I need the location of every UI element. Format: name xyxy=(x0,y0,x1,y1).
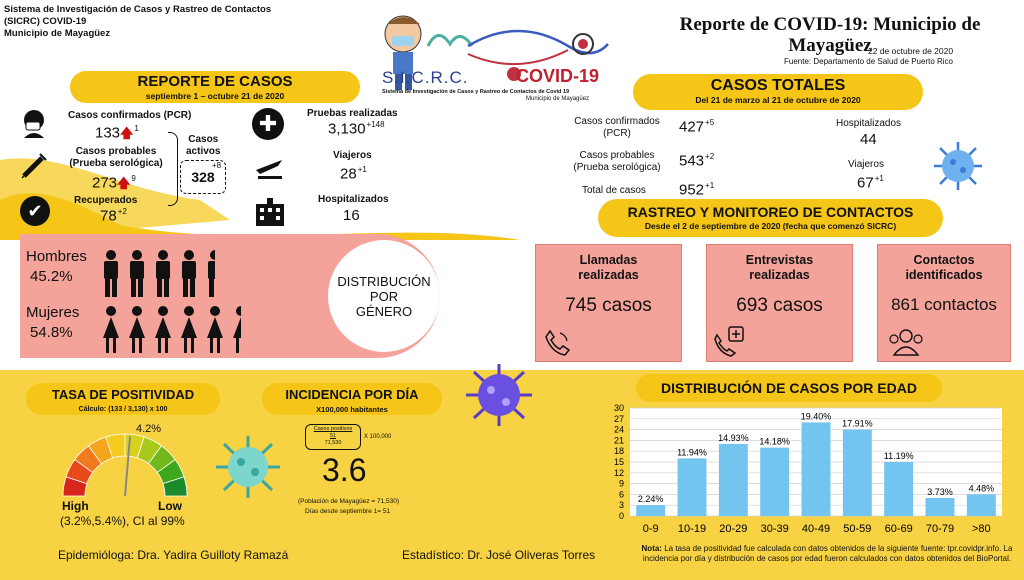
frac-top: Casos positivos xyxy=(313,426,353,432)
medical-phone-icon xyxy=(713,325,747,362)
tot-hosp-label: Hospitalizados xyxy=(836,118,902,129)
medical-cross-icon: ✚ xyxy=(252,108,284,140)
casos-totales-subtitle: Del 21 de marzo al 21 de octubre de 2020 xyxy=(695,95,861,105)
positivity-gauge xyxy=(60,428,190,505)
hombres-value: 45.2% xyxy=(30,268,73,285)
people-icon xyxy=(886,327,926,362)
bar-50-59 xyxy=(843,430,872,516)
man-figure-icon xyxy=(204,250,215,298)
x-tick-label: 10-19 xyxy=(677,523,707,535)
epidemiologa-credit: Epidemióloga: Dra. Yadira Guilloty Ramazá xyxy=(58,548,289,562)
y-tick-label: 6 xyxy=(618,489,624,500)
bar-30-39 xyxy=(760,448,789,516)
pruebas-label: Pruebas realizadas xyxy=(307,108,398,119)
y-tick-label: 18 xyxy=(613,446,624,457)
entrevistas-card xyxy=(706,244,853,362)
positividad-ci: (3.2%,5.4%), CI al 99% xyxy=(60,514,185,528)
confirmados-label: Casos confirmados (PCR) xyxy=(68,110,192,121)
mujeres-label: Mujeres xyxy=(26,304,80,321)
bar-40-49 xyxy=(802,422,831,516)
distribucion-circle xyxy=(328,240,440,352)
bar-20-29 xyxy=(719,444,748,516)
y-tick-label: 0 xyxy=(618,511,624,521)
card-title-2: realizadas xyxy=(578,268,639,282)
phone-icon xyxy=(542,327,572,362)
dist-line-3: GÉNERO xyxy=(355,304,413,319)
incidencia-subtitle: X100,000 habitantes xyxy=(316,405,388,414)
tot-confirmados-delta: +5 xyxy=(705,118,715,127)
men-pictogram xyxy=(100,250,220,298)
system-name: Sistema de Investigación de Casos y Rastreo de Contactos xyxy=(4,4,272,15)
casos-totales-title: CASOS TOTALES xyxy=(710,77,846,94)
data-label: 11.19% xyxy=(883,451,914,461)
y-tick-label: 15 xyxy=(613,457,624,467)
probables-delta: 9 xyxy=(131,174,136,183)
tot-confirmados-label-2: (PCR) xyxy=(603,128,631,139)
women-pictogram xyxy=(100,306,242,354)
data-label: 3.73% xyxy=(927,487,953,497)
incidencia-poblacion: (Población de Mayagüez = 71,530) xyxy=(298,498,399,505)
woman-figure-icon xyxy=(100,306,122,354)
woman-figure-icon xyxy=(230,306,241,354)
card-title-1: Contactos xyxy=(913,253,975,267)
card-title-1: Entrevistas xyxy=(745,253,814,267)
recuperados-delta: +2 xyxy=(117,207,127,216)
rastreo-header xyxy=(598,199,943,237)
card-value: 693 casos xyxy=(736,295,823,316)
mask-person-icon xyxy=(20,108,48,143)
x-tick-label: 50-59 xyxy=(843,523,872,535)
data-label: 14.18% xyxy=(759,436,790,447)
llamadas-card xyxy=(535,244,682,362)
data-label: 4.48% xyxy=(968,483,995,494)
tot-confirmados-value: 427 xyxy=(679,118,705,136)
airplane-icon xyxy=(254,152,284,187)
nota-body: La tasa de positividad fue calculada con datos obtenidos de la siguiente fuente: tpr.covidpr.info. La incidencia por día y distribución de casos por edad fueron calculados con datos obtenidos del BioPortal. xyxy=(642,544,1013,563)
report-date: 22 de octubre de 2020 xyxy=(868,46,954,56)
activos-label-1: Casos xyxy=(188,134,219,145)
y-tick-label: 24 xyxy=(613,424,624,435)
contactos-card xyxy=(877,244,1011,362)
rastreo-subtitle: Desde el 2 de septiembre de 2020 (fecha que comenzó SICRC) xyxy=(644,221,897,231)
y-tick-label: 21 xyxy=(613,435,624,446)
tot-total-value: 952 xyxy=(679,181,705,199)
reporte-casos-subtitle: septiembre 1 – octubre 21 de 2020 xyxy=(145,91,285,101)
man-figure-icon xyxy=(178,250,200,298)
incidencia-value: 3.6 xyxy=(322,452,367,488)
logo-covid: COVID-19 xyxy=(516,66,600,86)
positividad-value: 4.2% xyxy=(136,423,162,435)
card-title-1: Llamadas xyxy=(579,253,638,267)
tot-total-delta: +1 xyxy=(705,181,715,190)
tot-probables-label-2: (Prueba serológica) xyxy=(573,162,661,173)
frac-den: 71,530 xyxy=(324,440,342,446)
probables-label-1: Casos probables xyxy=(75,146,157,157)
gauge-high-label: High xyxy=(62,499,89,513)
logo-subtitle: Sistema de Investigación de Casos y Rastreo de Contactos de Covid 19 xyxy=(382,89,570,95)
sicrc-logo xyxy=(368,6,618,104)
woman-figure-icon xyxy=(178,306,200,354)
x-tick-label: 40-49 xyxy=(801,523,831,535)
tot-probables-delta: +2 xyxy=(705,152,715,161)
data-label: 17.91% xyxy=(842,418,873,429)
mujeres-value: 54.8% xyxy=(30,324,73,341)
data-label: 2.24% xyxy=(637,494,664,505)
card-value: 745 casos xyxy=(565,295,652,316)
woman-figure-icon xyxy=(204,306,226,354)
x-tick-label: 70-79 xyxy=(925,523,955,535)
man-figure-icon xyxy=(100,250,122,298)
woman-figure-icon xyxy=(152,306,174,354)
tot-hosp-value: 44 xyxy=(860,131,877,148)
positividad-title: TASA DE POSITIVIDAD xyxy=(51,387,195,402)
card-title-2: realizadas xyxy=(749,268,810,282)
virus-icon xyxy=(928,138,988,199)
x-tick-label: 30-39 xyxy=(760,523,789,535)
checkmark-icon: ✔ xyxy=(20,196,50,226)
data-source: Fuente: Departamento de Salud de Puerto Rico xyxy=(784,57,953,66)
rastreo-title: RASTREO Y MONITOREO DE CONTACTOS xyxy=(627,204,914,220)
hombres-label: Hombres xyxy=(26,248,87,265)
age-distribution-chart xyxy=(590,400,1010,544)
report-title-line2: Mayagüez xyxy=(788,35,872,56)
probables-value: 273 xyxy=(92,174,118,192)
virus-icon xyxy=(210,432,286,507)
recuperados-label: Recuperados xyxy=(74,195,138,206)
pruebas-value: 3,130 xyxy=(328,120,366,138)
confirmados-delta: 1 xyxy=(134,124,139,133)
y-tick-label: 9 xyxy=(618,478,624,489)
x-tick-label: >80 xyxy=(971,523,991,535)
data-label: 11.94% xyxy=(677,447,707,458)
pruebas-delta: +148 xyxy=(366,120,385,129)
logo-municipio: Municipio de Mayagüez xyxy=(526,96,590,102)
probables-label-2: (Prueba serológica) xyxy=(69,158,163,169)
x-tick-label: 0-9 xyxy=(642,523,659,535)
x-tick-label: 60-69 xyxy=(884,523,913,535)
incidencia-header xyxy=(262,383,442,415)
municipio-label: Municipio de Mayagüez xyxy=(4,28,111,39)
data-label: 14.93% xyxy=(718,433,749,443)
logo-text: S.I.C.R.C. xyxy=(382,68,469,87)
y-tick-label: 3 xyxy=(618,500,624,511)
confirmados-value: 133 xyxy=(95,124,121,142)
man-figure-icon xyxy=(152,250,174,298)
reporte-casos-header xyxy=(70,71,360,103)
edad-header xyxy=(636,374,942,402)
bar->80 xyxy=(967,494,996,516)
tot-probables-label-1: Casos probables xyxy=(579,150,655,161)
bar-70-79 xyxy=(926,498,955,516)
tot-confirmados-label-1: Casos confirmados xyxy=(574,116,660,127)
activos-label-2: activos xyxy=(186,146,221,157)
activos-delta: +8 xyxy=(212,161,222,170)
gauge-low-label: Low xyxy=(158,499,182,513)
data-label: 19.40% xyxy=(800,411,832,422)
up-arrow-icon: 🡅 xyxy=(120,125,134,141)
incidencia-title: INCIDENCIA POR DÍA xyxy=(285,387,419,402)
tot-probables-value: 543 xyxy=(679,152,705,170)
recuperados-value: 78 xyxy=(100,207,117,225)
dist-line-2: POR xyxy=(369,289,399,304)
x-tick-label: 20-29 xyxy=(719,523,748,535)
hospitalizados-label: Hospitalizados xyxy=(318,194,389,205)
tot-viajeros-label: Viajeros xyxy=(848,159,884,170)
positividad-header xyxy=(26,383,220,415)
hospitalizados-value: 16 xyxy=(343,207,360,224)
bar-0-9 xyxy=(636,505,665,516)
system-abbr: (SICRC) COVID-19 xyxy=(4,16,87,27)
frac-num: 51 xyxy=(329,433,337,439)
frac-mult: X 100,000 xyxy=(364,434,392,440)
tot-viajeros-delta: +1 xyxy=(874,174,884,183)
card-value: 861 contactos xyxy=(891,295,997,314)
man-figure-icon xyxy=(126,250,148,298)
casos-totales-header xyxy=(633,74,923,110)
bar-60-69 xyxy=(884,462,913,516)
bracket xyxy=(168,132,178,206)
syringe-icon xyxy=(20,150,50,185)
tot-viajeros-value: 67 xyxy=(857,174,874,192)
viajeros-label: Viajeros xyxy=(333,150,372,161)
nota-label: Nota: xyxy=(641,544,662,553)
y-tick-label: 30 xyxy=(613,403,624,413)
viajeros-delta: +1 xyxy=(357,165,367,174)
hospital-icon xyxy=(254,198,286,231)
bar-10-19 xyxy=(678,458,707,516)
report-title-line1: Reporte de COVID-19: Municipio de xyxy=(679,14,981,35)
y-tick-label: 27 xyxy=(613,413,624,424)
estadistico-credit: Estadístico: Dr. José Oliveras Torres xyxy=(402,548,596,562)
viajeros-value: 28 xyxy=(340,165,357,183)
woman-figure-icon xyxy=(126,306,148,354)
up-arrow-icon: 🡅 xyxy=(117,175,131,191)
nota-text xyxy=(636,544,1018,564)
incidencia-dias: Días desde septiembre 1= 51 xyxy=(305,508,391,515)
card-title-2: identificados xyxy=(905,268,983,282)
activos-value: 328 xyxy=(191,169,215,185)
y-tick-label: 12 xyxy=(613,467,624,478)
reporte-casos-title: REPORTE DE CASOS xyxy=(137,73,293,90)
tot-total-label: Total de casos xyxy=(582,185,646,196)
incidencia-formula xyxy=(305,424,361,450)
positividad-calc: Cálculo: (133 / 3,130) x 100 xyxy=(78,406,168,413)
dist-line-1: DISTRIBUCIÓN xyxy=(337,274,431,289)
edad-title: DISTRIBUCIÓN DE CASOS POR EDAD xyxy=(661,380,917,396)
virus-icon xyxy=(458,360,540,435)
